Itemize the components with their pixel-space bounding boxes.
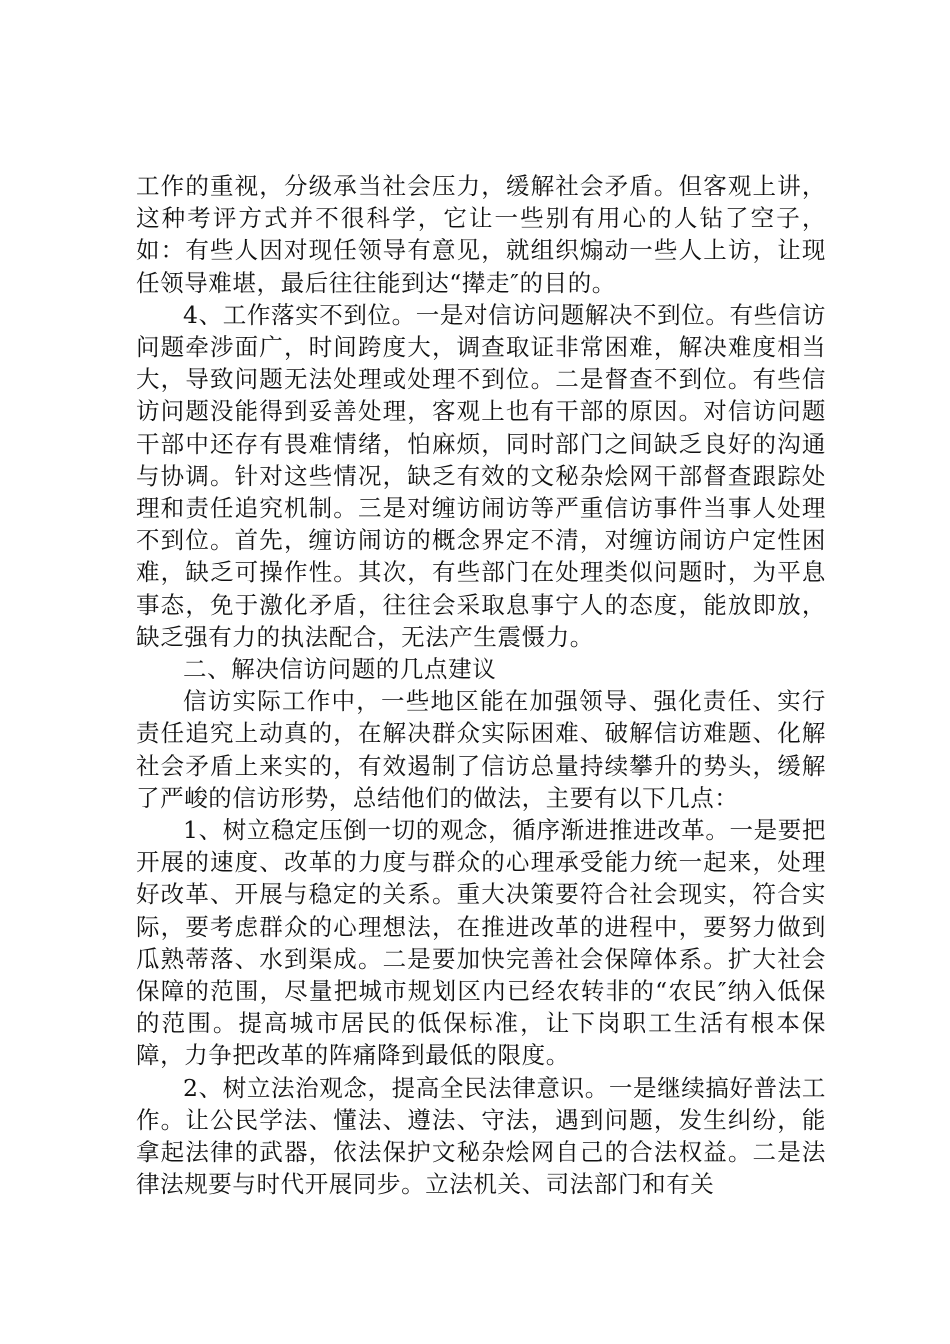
paragraph-3: 信访实际工作中，一些地区能在加强领导、强化责任、实行责任追究上动真的，在解决群众实际困难、破解信访难题、化解社会矛盾上来实的，有效遏制了信访总量持续攀升的势头，缓解了严峻的信访形势，总结他们的做法，主要有以下几点： <box>136 687 826 812</box>
paragraph-4: 1、树立稳定压倒一切的观念，循序渐进推进改革。一是要把开展的速度、改革的力度与群众的心理承受能力统一起来，处理好改革、开展与稳定的关系。重大决策要符合社会现实，符合实际，要考虑群众的心理想法，在推进改革的进程中，要努力做到瓜熟蒂落、水到渠成。二是要加快完善社会保障体系。扩大社会保障的范围，尽量把城市规划区内已经农转非的“农民″纳入低保的范围。提高城市居民的低保标准，让下岗职工生活有根本保障，力争把改革的阵痛降到最低的限度。 <box>136 816 826 1070</box>
paragraph-5: 2、树立法治观念，提高全民法律意识。一是继续搞好普法工作。让公民学法、懂法、遵法、守法，遇到问题，发生纠纷，能拿起法律的武器，依法保护文秘杂烩网自己的合法权益。二是法律法规要与时代开展同步。立法机关、司法部门和有关 <box>136 1073 826 1199</box>
section-heading: 二、解决信访问题的几点建议 <box>183 655 497 684</box>
document-body <box>136 170 826 1201</box>
paragraph-2: 4、工作落实不到位。一是对信访问题解决不到位。有些信访问题牵涉面广，时间跨度大，调查取证非常困难，解决难度相当大，导致问题无法处理或处理不到位。二是督查不到位。有些信访问题没能得到妥善处理，客观上也有干部的原因。对信访问题干部中还存有畏难情绪，怕麻烦，同时部门之间缺乏良好的沟通与协调。针对这些情况，缺乏有效的文秘杂烩网干部督查跟踪处理和责任追究机制。三是对缠访闹访等严重信访事件当事人处理不到位。首先，缠访闹访的概念界定不清，对缠访闹访户定性困难，缺乏可操作性。其次，有些部门在处理类似问题时，为平息事态，免于激化矛盾，往往会采取息事宁人的态度，能放即放，缺乏强有力的执法配合，无法产生震慑力。 <box>136 300 826 651</box>
paragraph-1: 工作的重视，分级承当社会压力，缓解社会矛盾。但客观上讲，这种考评方式并不很科学，它让一些别有用心的人钻了空子，如：有些人因对现任领导有意见，就组织煽动一些人上访，让现任领导难堪，最后往往能到达“撵走″的目的。 <box>136 172 826 297</box>
